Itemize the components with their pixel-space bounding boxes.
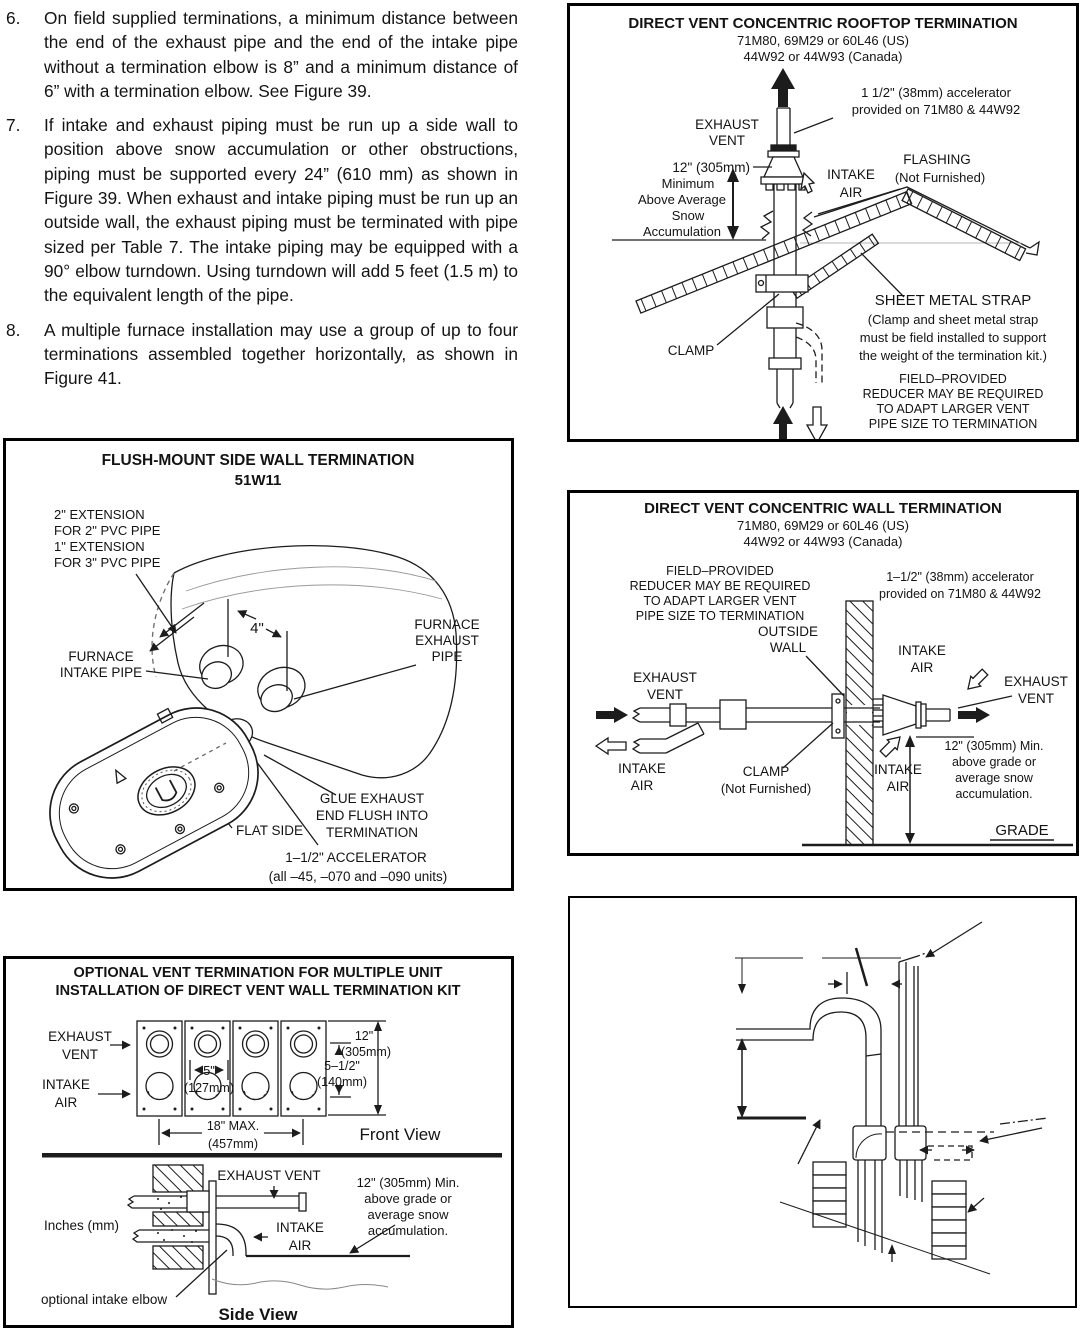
- brick-column-right: [932, 1181, 966, 1259]
- label-dim-4in: 4": [250, 620, 264, 637]
- models-us: 71M80, 69M29 or 60L46 (US): [737, 518, 909, 533]
- label-reducer: TO ADAPT LARGER VENT: [876, 402, 1030, 416]
- label-exhaust-vent-left: EXHAUST: [633, 670, 697, 685]
- label-outside-wall: WALL: [769, 640, 807, 655]
- label-furnace-exhaust: EXHAUST: [415, 633, 479, 648]
- termination-plate: [137, 1021, 182, 1116]
- label-snow-min: Above Average: [638, 192, 726, 207]
- label-flat-side: FLAT SIDE: [236, 823, 304, 838]
- label-intake-air-left: AIR: [630, 778, 654, 793]
- models-us: 71M80, 69M29 or 60L46 (US): [737, 33, 909, 48]
- label-clamp: CLAMP: [667, 343, 715, 358]
- label-exhaust-vent-side: EXHAUST VENT: [217, 1168, 321, 1183]
- label-outside-wall: OUTSIDE: [757, 624, 819, 639]
- label-dim-18: (457mm): [207, 1137, 259, 1151]
- label-intake-air: AIR: [839, 185, 863, 200]
- models-canada: 44W92 or 44W93 (Canada): [743, 49, 903, 64]
- list-item-number: 6.: [6, 8, 21, 28]
- caption-front-view: Front View: [359, 1125, 441, 1144]
- label-furnace-intake: FURNACE: [68, 649, 134, 664]
- list-item: [6, 318, 518, 391]
- figure-title: FLUSH-MOUNT SIDE WALL TERMINATION: [101, 452, 415, 469]
- caption-side-view: Side View: [218, 1305, 298, 1324]
- exhaust-flow-arrow-icon: [771, 68, 795, 107]
- label-reducer: PIPE SIZE TO TERMINATION: [868, 417, 1038, 431]
- label-dim-18: 18" MAX.: [206, 1119, 260, 1133]
- label-glue: TERMINATION: [326, 825, 418, 840]
- figure-multiple-unit-termination: [3, 956, 514, 1328]
- label-accelerator: provided on 71M80 & 44W92: [879, 587, 1041, 601]
- label-dim-5: (127mm): [183, 1081, 235, 1095]
- label-intake-air-left: INTAKE: [618, 761, 666, 776]
- list-item-text: A multiple furnace installation may use a group of up to four terminations assembled together horizontally, as shown in Figure 41.: [44, 319, 518, 389]
- label-furnace-exhaust: FURNACE: [414, 617, 480, 632]
- mounting-plate: [27, 682, 279, 888]
- figure-title: DIRECT VENT CONCENTRIC WALL TERMINATION: [644, 500, 1002, 517]
- termination-plate: [233, 1021, 278, 1116]
- label-exhaust-vent: EXHAUST: [695, 117, 759, 132]
- label-snow-min: Minimum: [661, 176, 715, 191]
- label-reducer: REDUCER MAY BE REQUIRED: [629, 579, 811, 593]
- label-furnace-exhaust: PIPE: [431, 649, 463, 664]
- figure-title: INSTALLATION OF DIRECT VENT WALL TERMINATION KIT: [55, 983, 461, 999]
- label-glue: GLUE EXHAUST: [319, 791, 425, 806]
- label-dim-12: 12": [354, 1029, 374, 1043]
- label-accelerator: 1 1/2" (38mm) accelerator: [861, 85, 1011, 100]
- intake-flow-arrow-icon: [596, 738, 626, 754]
- models-canada: 44W92 or 44W93 (Canada): [743, 534, 903, 549]
- label-extension: 1" EXTENSION: [54, 539, 145, 554]
- list-item-text: If intake and exhaust piping must be run up a side wall to position above snow accumulation or other obstructions, piping must be supported every 24” (610 mm) as shown in Figure 39. When exhaust and intake piping must be run up an outside wall, the exhaust piping must be terminated with pipe sized per Table 7. The intake piping may be equipped with a 90° elbow turndown. Using turndown will add 5 feet (1.5 m) to the equivalent length of the pipe.: [44, 115, 518, 306]
- label-reducer: FIELD–PROVIDED: [899, 372, 1007, 386]
- figure-model: 51W11: [234, 472, 282, 489]
- view-divider: [42, 1153, 502, 1158]
- label-grade-min: average snow: [955, 771, 1033, 785]
- label-snow-min: Accumulation: [642, 224, 722, 239]
- label-grade-min: 12" (305mm) Min.: [944, 739, 1044, 753]
- label-reducer: PIPE SIZE TO TERMINATION: [635, 609, 805, 623]
- label-grade-min: above grade or: [364, 1191, 452, 1206]
- label-dim-5-5: 5–1/2": [324, 1059, 360, 1073]
- label-intake-air-side: AIR: [288, 1238, 312, 1253]
- label-intake-air-right: INTAKE: [874, 762, 922, 777]
- label-intake-air-top: INTAKE: [898, 643, 946, 658]
- label-grade: GRADE: [995, 822, 1049, 839]
- label-exhaust-vent-right: VENT: [1017, 691, 1055, 706]
- list-item-text: On field supplied terminations, a minimum distance between the end of the exhaust pipe and the end of the intake pipe without a termination elbow is 8” and a minimum distance of 6” with a termination elbow. See Figure 39.: [44, 8, 518, 101]
- label-dim-5-5: (140mm): [316, 1075, 368, 1089]
- label-extension: FOR 3" PVC PIPE: [54, 555, 161, 570]
- label-accelerator: 1–1/2" (38mm) accelerator: [886, 570, 1034, 584]
- label-reducer: REDUCER MAY BE REQUIRED: [862, 387, 1044, 401]
- figure-rooftop-termination: [567, 3, 1079, 442]
- label-clamp: (Not Furnished): [720, 781, 812, 796]
- label-extension: 2" EXTENSION: [54, 507, 145, 522]
- label-intake-air-top: AIR: [910, 660, 934, 675]
- exhaust-stub: [252, 661, 311, 716]
- label-exhaust-vent: VENT: [708, 133, 746, 148]
- figure-flush-mount-termination: [3, 438, 514, 891]
- label-units: Inches (mm): [44, 1218, 120, 1233]
- wall-art: [596, 601, 1073, 845]
- list-item: [6, 113, 518, 307]
- label-snow-min: Snow: [671, 208, 705, 223]
- label-exhaust-vent: VENT: [61, 1047, 99, 1062]
- list-item-number: 7.: [6, 115, 21, 136]
- label-grade-min: accumulation.: [367, 1223, 449, 1238]
- label-strap-note: must be field installed to support: [859, 330, 1047, 345]
- instruction-list: [6, 6, 518, 400]
- figure-vent-clearance-drawing: [568, 896, 1077, 1308]
- label-intake-air-side: INTAKE: [276, 1220, 324, 1235]
- label-accelerator: 1–1/2" ACCELERATOR: [285, 850, 427, 865]
- label-accelerator: (all –45, –070 and –090 units): [268, 869, 448, 884]
- exhaust-flow-arrow-icon: [958, 707, 990, 723]
- label-glue: END FLUSH INTO: [315, 808, 429, 823]
- label-intake-air: INTAKE: [42, 1077, 90, 1092]
- label-sheet-metal-strap: SHEET METAL STRAP: [874, 292, 1032, 309]
- clearance-art: [735, 922, 1048, 1274]
- intake-stub: [193, 639, 249, 692]
- list-item-number: 8.: [6, 319, 21, 340]
- label-strap-note: the weight of the termination kit.): [859, 348, 1047, 363]
- label-reducer: FIELD–PROVIDED: [666, 564, 774, 578]
- label-exhaust-vent-left: VENT: [646, 687, 684, 702]
- label-flashing: FLASHING: [903, 152, 971, 167]
- multiple-unit-diagram: [6, 959, 511, 1325]
- brick-column-left: [813, 1162, 846, 1227]
- label-intake-air-right: AIR: [886, 779, 910, 794]
- label-dim-5: 5": [203, 1063, 215, 1078]
- label-furnace-intake: INTAKE PIPE: [59, 665, 143, 680]
- figure-wall-termination: [567, 490, 1079, 856]
- label-intake-air: INTAKE: [827, 167, 875, 182]
- exhaust-flow-arrow-icon: [596, 707, 628, 723]
- label-snow-min: 12" (305mm): [672, 160, 750, 175]
- rooftop-diagram: [570, 6, 1076, 439]
- figure-title: OPTIONAL VENT TERMINATION FOR MULTIPLE UNIT: [73, 965, 443, 981]
- label-flashing: (Not Furnished): [894, 170, 986, 185]
- label-strap-note: (Clamp and sheet metal strap: [867, 312, 1039, 327]
- label-grade-min: above grade or: [951, 755, 1037, 769]
- wall-termination-diagram: [570, 493, 1076, 853]
- accelerator-leader: [794, 118, 833, 133]
- list-item: [6, 6, 518, 103]
- label-clamp: CLAMP: [742, 764, 790, 779]
- label-intake-air: AIR: [54, 1095, 78, 1110]
- label-exhaust-vent: EXHAUST: [48, 1029, 112, 1044]
- vent-clearance-diagram: [570, 898, 1075, 1306]
- label-grade-min: accumulation.: [955, 787, 1033, 801]
- label-reducer: TO ADAPT LARGER VENT: [643, 594, 797, 608]
- flush-mount-diagram: [6, 441, 511, 888]
- label-dim-12: (305mm): [340, 1045, 392, 1059]
- label-extension: FOR 2" PVC PIPE: [54, 523, 161, 538]
- figure-title: DIRECT VENT CONCENTRIC ROOFTOP TERMINATION: [628, 15, 1018, 32]
- intake-down-arrow-icon: [807, 407, 827, 439]
- label-exhaust-vent-right: EXHAUST: [1004, 674, 1068, 689]
- label-grade-min: average snow: [367, 1207, 449, 1222]
- intake-air-arrow-icon: [963, 667, 990, 694]
- label-grade-min: 12" (305mm) Min.: [356, 1175, 460, 1190]
- termination-plate: [281, 1021, 326, 1116]
- exhaust-up-arrow-icon: [773, 406, 793, 439]
- label-optional-elbow: optional intake elbow: [41, 1292, 168, 1307]
- label-accelerator: provided on 71M80 & 44W92: [851, 102, 1021, 117]
- intake-air-arrow-icon: [878, 732, 905, 759]
